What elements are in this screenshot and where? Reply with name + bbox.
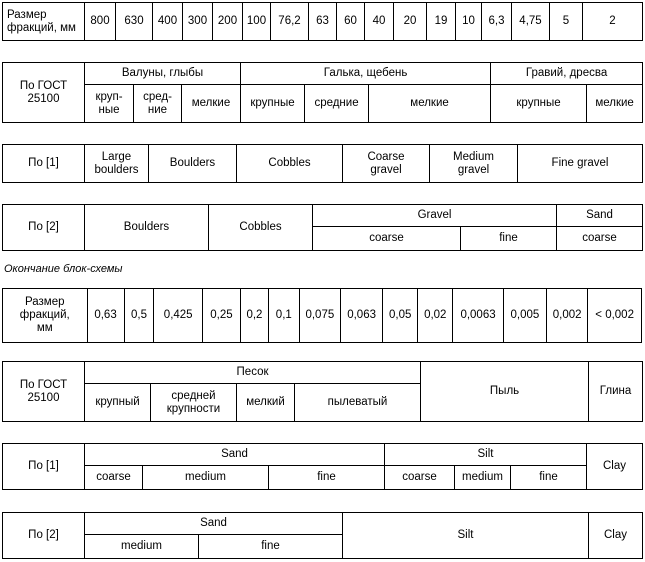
subgroup-cell: мелкий [237,384,295,422]
size-cell: 60 [337,3,365,41]
class-silt: Silt [343,513,589,559]
class-sand: Sand [557,205,643,227]
subgroup-cell: мелкие [182,85,241,123]
size-cell: 40 [365,3,394,41]
size-header: Размер фракций, мм [3,289,88,343]
size-cell: 19 [427,3,456,41]
subgroup-cell: средние [305,85,369,123]
classification-header: По [1] [3,444,85,490]
gost-fine-table [2,361,643,422]
group-clay: Глина [589,362,643,422]
size-cell: 800 [85,3,116,41]
classification-header: По [2] [3,205,85,251]
size-cell: 0,25 [202,289,240,343]
ref2-coarse-table [2,204,643,251]
subgroup-cell: сред- ние [134,85,182,123]
subclass-cell: coarse [313,227,461,251]
section-caption: Окончание блок-схемы [4,263,123,275]
group-sand: Песок [85,362,421,384]
fine-size-table [2,288,642,343]
size-cell: < 0,002 [588,289,642,343]
size-cell: 5 [550,3,583,41]
subclass-cell: coarse [557,227,643,251]
class-cell: Large boulders [85,145,149,183]
subgroup-cell: пылеватый [295,384,421,422]
class-cell: Coarse gravel [343,145,430,183]
class-gravel: Gravel [313,205,557,227]
class-clay: Clay [587,444,643,490]
subgroup-cell: средней крупности [151,384,237,422]
classification-header: По ГОСТ 25100 [3,362,85,422]
size-cell: 200 [213,3,243,41]
group-silt: Пыль [421,362,589,422]
subclass-cell: fine [511,466,587,490]
size-cell: 0,0063 [453,289,504,343]
class-clay: Clay [589,513,643,559]
size-cell: 0,075 [299,289,340,343]
size-cell: 0,002 [547,289,588,343]
size-header: Размер фракций, мм [3,3,85,41]
size-cell: 0,1 [268,289,299,343]
group-gravel: Гравий, дресва [491,63,643,85]
subgroup-cell: крупные [241,85,305,123]
size-cell: 2 [583,3,643,41]
class-cobbles: Cobbles [209,205,313,251]
size-cell: 0,063 [340,289,382,343]
class-cell: Medium gravel [430,145,518,183]
size-cell: 63 [309,3,337,41]
subclass-cell: coarse [385,466,455,490]
class-cell: Fine gravel [518,145,643,183]
group-boulders: Валуны, глыбы [85,63,241,85]
class-sand: Sand [85,513,343,535]
ref1-coarse-table [2,144,643,183]
class-cell: Cobbles [237,145,343,183]
classification-header: По [1] [3,145,85,183]
subgroup-cell: мелкие [587,85,643,123]
classification-header: По [2] [3,513,85,559]
subclass-cell: medium [143,466,269,490]
subclass-cell: fine [269,466,385,490]
class-cell: Boulders [149,145,237,183]
subclass-cell: medium [455,466,511,490]
group-pebbles: Галька, щебень [241,63,491,85]
ref2-fine-table [2,512,643,559]
subgroup-cell: мелкие [369,85,491,123]
size-cell: 0,05 [383,289,418,343]
size-cell: 0,5 [124,289,154,343]
size-cell: 630 [116,3,153,41]
subclass-cell: medium [85,535,199,559]
coarse-size-table [2,2,643,41]
class-sand: Sand [85,444,385,466]
size-cell: 4,75 [512,3,550,41]
size-cell: 0,02 [418,289,453,343]
size-cell: 300 [183,3,213,41]
gost-coarse-table [2,62,643,123]
class-silt: Silt [385,444,587,466]
classification-header: По ГОСТ 25100 [3,63,85,123]
ref1-fine-table [2,443,643,490]
size-cell: 20 [394,3,427,41]
size-cell: 100 [243,3,271,41]
size-cell: 0,2 [241,289,269,343]
size-cell: 6,3 [482,3,512,41]
class-boulders: Boulders [85,205,209,251]
subclass-cell: coarse [85,466,143,490]
subgroup-cell: крупный [85,384,151,422]
size-cell: 0,425 [154,289,202,343]
size-cell: 0,63 [87,289,124,343]
subclass-cell: fine [461,227,557,251]
size-cell: 76,2 [271,3,309,41]
size-cell: 0,005 [503,289,546,343]
subclass-cell: fine [199,535,343,559]
size-cell: 10 [456,3,482,41]
subgroup-cell: круп- ные [85,85,134,123]
subgroup-cell: крупные [491,85,587,123]
size-cell: 400 [153,3,183,41]
